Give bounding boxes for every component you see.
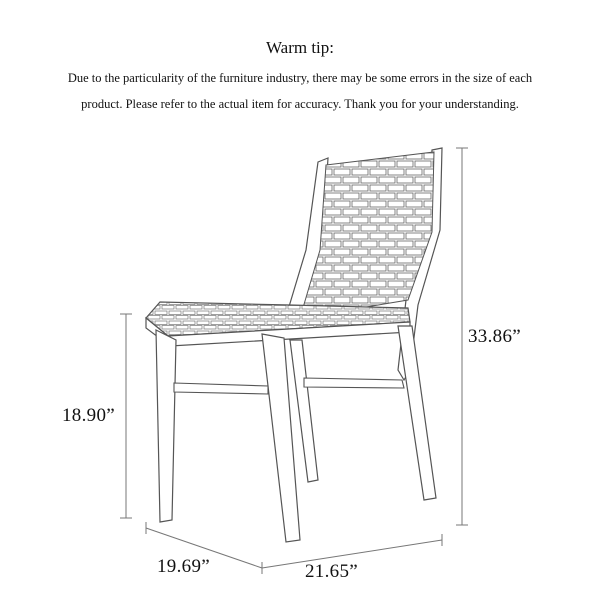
seat-height-label: 18.90” [62, 405, 115, 426]
notice-title: Warm tip: [265, 38, 335, 57]
seat-height-dimension-line [120, 314, 132, 518]
total-height-label: 33.86” [468, 326, 521, 347]
front-left-leg [156, 330, 176, 522]
back-right-leg [398, 326, 436, 500]
rear-stretcher [304, 378, 404, 388]
notice-line-1: Due to the particularity of the furniture industry, there may be some errors in the size of each [67, 71, 533, 85]
notice-line-2: product. Please refer to the actual item for accuracy. Thank you for your understanding. [81, 97, 519, 111]
side-stretcher [174, 383, 268, 394]
depth-label: 19.69” [157, 556, 210, 577]
height-dimension-line [456, 148, 468, 525]
width-label: 21.65” [305, 561, 358, 582]
